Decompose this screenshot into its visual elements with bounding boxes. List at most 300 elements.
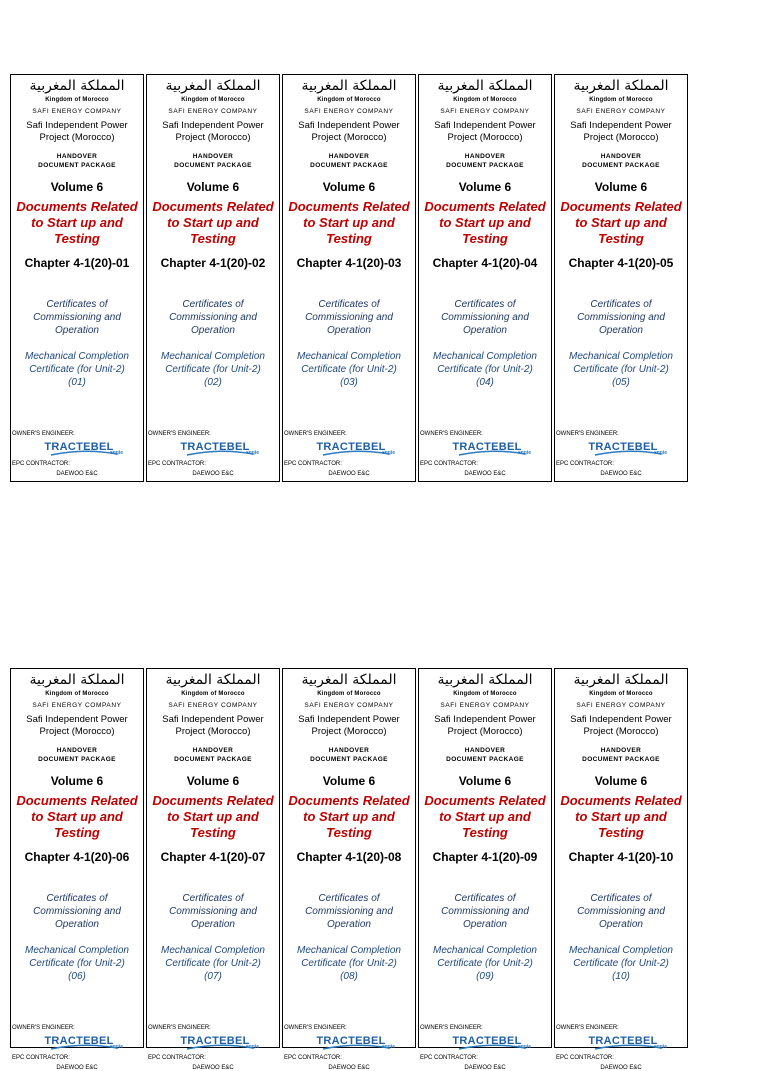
arabic-title: المملكة المغربية: [437, 672, 533, 688]
project-line-2: Project (Morocco): [447, 726, 523, 737]
volume-title: Volume 6: [50, 774, 104, 788]
handover-title: [11, 746, 143, 764]
logo-text: TRACTEBEL: [44, 441, 114, 453]
logo-swoosh-icon: [321, 1043, 391, 1051]
epc-contractor-label: EPC CONTRACTOR:: [148, 1055, 206, 1061]
chapter-number: Chapter 4-1(20)-08: [296, 850, 402, 864]
cert-line-3: Operation: [327, 919, 371, 930]
docs-line-3: Testing: [54, 825, 100, 840]
volume-title: Volume 6: [458, 774, 512, 788]
tractebel-logo: [579, 1031, 667, 1051]
binder-spine-label: [418, 668, 552, 1071]
logo-swoosh-icon: [49, 449, 119, 457]
tractebel-logo: [443, 437, 531, 457]
handover-title: [419, 746, 551, 764]
mech-line-1: Mechanical Completion: [433, 945, 537, 956]
documents-heading: [419, 199, 551, 247]
binder-spine-label: [554, 668, 688, 1071]
project-name: [555, 714, 687, 738]
kingdom-text: Kingdom of Morocco: [317, 691, 381, 697]
mechanical-completion-text: [147, 944, 279, 983]
arabic-title: المملكة المغربية: [573, 78, 669, 94]
mech-line-2: Certificate (for Unit-2): [437, 364, 533, 375]
tractebel-logo: [35, 1031, 123, 1051]
logo-subtext: engie: [245, 1044, 259, 1050]
project-name: [283, 120, 415, 144]
contractor-name: DAEWOO E&C: [192, 471, 234, 477]
mech-number: (04): [476, 377, 494, 388]
cert-line-2: Commissioning and: [33, 906, 121, 917]
project-line-2: Project (Morocco): [311, 726, 387, 737]
kingdom-text: Kingdom of Morocco: [181, 97, 245, 103]
mech-number: (09): [476, 971, 494, 982]
project-line-1: Safi Independent Power: [26, 714, 128, 725]
handover-line-1: HANDOVER: [464, 747, 506, 754]
arabic-title: المملكة المغربية: [573, 672, 669, 688]
volume-title: Volume 6: [186, 180, 240, 194]
documents-heading: [419, 793, 551, 841]
mech-line-2: Certificate (for Unit-2): [573, 364, 669, 375]
cert-line-3: Operation: [55, 919, 99, 930]
certificates-text: [11, 298, 143, 337]
logo-subtext: engie: [381, 450, 395, 456]
docs-line-2: to Start up and: [439, 215, 531, 230]
cert-line-2: Commissioning and: [441, 906, 529, 917]
handover-line-1: HANDOVER: [192, 153, 234, 160]
cert-line-1: Certificates of: [590, 893, 652, 904]
mech-number: (05): [612, 377, 630, 388]
cert-line-1: Certificates of: [46, 893, 108, 904]
company-name: SAFI ENERGY COMPANY: [576, 108, 666, 115]
mech-line-1: Mechanical Completion: [161, 351, 265, 362]
mech-number: (10): [612, 971, 630, 982]
project-line-2: Project (Morocco): [175, 726, 251, 737]
epc-contractor-label: EPC CONTRACTOR:: [556, 461, 614, 467]
epc-contractor-label: EPC CONTRACTOR:: [284, 461, 342, 467]
cert-line-3: Operation: [191, 325, 235, 336]
chapter-number: Chapter 4-1(20)-10: [568, 850, 674, 864]
mechanical-completion-text: [419, 944, 551, 983]
project-line-1: Safi Independent Power: [434, 714, 536, 725]
handover-line-1: HANDOVER: [600, 153, 642, 160]
cert-line-2: Commissioning and: [169, 312, 257, 323]
company-name: SAFI ENERGY COMPANY: [304, 702, 394, 709]
mech-line-2: Certificate (for Unit-2): [437, 958, 533, 969]
mechanical-completion-text: [11, 350, 143, 389]
mech-line-1: Mechanical Completion: [569, 945, 673, 956]
mechanical-completion-text: [147, 350, 279, 389]
logo-subtext: engie: [517, 1044, 531, 1050]
volume-title: Volume 6: [322, 774, 376, 788]
mech-line-1: Mechanical Completion: [25, 351, 129, 362]
cert-line-3: Operation: [463, 919, 507, 930]
kingdom-text: Kingdom of Morocco: [453, 691, 517, 697]
docs-line-1: Documents Related: [424, 199, 546, 214]
logo-text: TRACTEBEL: [180, 441, 250, 453]
company-name: SAFI ENERGY COMPANY: [576, 702, 666, 709]
epc-contractor-label: EPC CONTRACTOR:: [556, 1055, 614, 1061]
handover-line-2: DOCUMENT PACKAGE: [174, 162, 252, 169]
project-name: [147, 714, 279, 738]
kingdom-text: Kingdom of Morocco: [317, 97, 381, 103]
certificates-text: [11, 892, 143, 931]
logo-text: TRACTEBEL: [452, 441, 522, 453]
cert-line-3: Operation: [191, 919, 235, 930]
contractor-name: DAEWOO E&C: [464, 471, 506, 477]
certificates-text: [555, 298, 687, 337]
arabic-title: المملكة المغربية: [301, 78, 397, 94]
mech-line-1: Mechanical Completion: [297, 351, 401, 362]
project-line-2: Project (Morocco): [447, 132, 523, 143]
mech-line-2: Certificate (for Unit-2): [301, 958, 397, 969]
cert-line-2: Commissioning and: [305, 906, 393, 917]
handover-title: [283, 152, 415, 170]
mech-number: (06): [68, 971, 86, 982]
owners-engineer-label: OWNER'S ENGINEER:: [148, 431, 211, 437]
project-line-1: Safi Independent Power: [434, 120, 536, 131]
logo-swoosh-icon: [457, 1043, 527, 1051]
logo-swoosh-icon: [321, 449, 391, 457]
company-name: SAFI ENERGY COMPANY: [32, 702, 122, 709]
cert-line-2: Commissioning and: [169, 906, 257, 917]
cert-line-1: Certificates of: [590, 299, 652, 310]
cert-line-3: Operation: [463, 325, 507, 336]
mechanical-completion-text: [11, 944, 143, 983]
documents-heading: [147, 199, 279, 247]
mech-number: (07): [204, 971, 222, 982]
docs-line-1: Documents Related: [288, 793, 410, 808]
mech-number: (08): [340, 971, 358, 982]
mech-line-1: Mechanical Completion: [433, 351, 537, 362]
kingdom-text: Kingdom of Morocco: [453, 97, 517, 103]
arabic-title: المملكة المغربية: [301, 672, 397, 688]
project-name: [11, 714, 143, 738]
mechanical-completion-text: [555, 944, 687, 983]
logo-subtext: engie: [109, 1044, 123, 1050]
kingdom-text: Kingdom of Morocco: [45, 97, 109, 103]
project-name: [419, 714, 551, 738]
docs-line-2: to Start up and: [303, 809, 395, 824]
epc-contractor-label: EPC CONTRACTOR:: [148, 461, 206, 467]
mechanical-completion-text: [555, 350, 687, 389]
tractebel-logo: [171, 437, 259, 457]
mech-line-1: Mechanical Completion: [161, 945, 265, 956]
tractebel-logo: [307, 1031, 395, 1051]
epc-contractor-label: EPC CONTRACTOR:: [420, 461, 478, 467]
docs-line-2: to Start up and: [303, 215, 395, 230]
handover-line-2: DOCUMENT PACKAGE: [446, 162, 524, 169]
epc-contractor-label: EPC CONTRACTOR:: [284, 1055, 342, 1061]
docs-line-2: to Start up and: [439, 809, 531, 824]
chapter-number: Chapter 4-1(20)-03: [296, 256, 402, 270]
project-name: [283, 714, 415, 738]
cert-line-3: Operation: [599, 325, 643, 336]
volume-title: Volume 6: [594, 774, 648, 788]
contractor-name: DAEWOO E&C: [328, 1065, 370, 1071]
handover-line-2: DOCUMENT PACKAGE: [38, 162, 116, 169]
owners-engineer-label: OWNER'S ENGINEER:: [420, 431, 483, 437]
handover-line-2: DOCUMENT PACKAGE: [38, 756, 116, 763]
project-line-2: Project (Morocco): [583, 726, 659, 737]
docs-line-3: Testing: [462, 231, 508, 246]
cert-line-3: Operation: [599, 919, 643, 930]
docs-line-1: Documents Related: [288, 199, 410, 214]
docs-line-3: Testing: [326, 231, 372, 246]
chapter-number: Chapter 4-1(20)-09: [432, 850, 538, 864]
docs-line-2: to Start up and: [31, 215, 123, 230]
contractor-name: DAEWOO E&C: [56, 471, 98, 477]
mech-line-2: Certificate (for Unit-2): [301, 364, 397, 375]
handover-title: [147, 746, 279, 764]
certificates-text: [283, 892, 415, 931]
docs-line-1: Documents Related: [560, 199, 682, 214]
company-name: SAFI ENERGY COMPANY: [168, 702, 258, 709]
chapter-number: Chapter 4-1(20)-06: [24, 850, 130, 864]
tractebel-logo: [35, 437, 123, 457]
logo-text: TRACTEBEL: [44, 1035, 114, 1047]
handover-line-2: DOCUMENT PACKAGE: [582, 756, 660, 763]
logo-subtext: engie: [109, 450, 123, 456]
mech-number: (01): [68, 377, 86, 388]
project-line-1: Safi Independent Power: [570, 714, 672, 725]
cert-line-2: Commissioning and: [577, 312, 665, 323]
docs-line-2: to Start up and: [167, 809, 259, 824]
tractebel-logo: [579, 437, 667, 457]
arabic-title: المملكة المغربية: [29, 78, 125, 94]
binder-spine-label: [10, 668, 144, 1071]
logo-swoosh-icon: [185, 449, 255, 457]
mech-line-2: Certificate (for Unit-2): [29, 958, 125, 969]
owners-engineer-label: OWNER'S ENGINEER:: [12, 431, 75, 437]
cert-line-1: Certificates of: [46, 299, 108, 310]
project-line-1: Safi Independent Power: [26, 120, 128, 131]
project-line-2: Project (Morocco): [39, 132, 115, 143]
mechanical-completion-text: [419, 350, 551, 389]
docs-line-3: Testing: [326, 825, 372, 840]
company-name: SAFI ENERGY COMPANY: [32, 108, 122, 115]
project-line-1: Safi Independent Power: [570, 120, 672, 131]
cert-line-1: Certificates of: [182, 299, 244, 310]
binder-spine-label: [418, 74, 552, 482]
docs-line-3: Testing: [190, 825, 236, 840]
project-name: [419, 120, 551, 144]
project-line-1: Safi Independent Power: [162, 120, 264, 131]
project-line-1: Safi Independent Power: [162, 714, 264, 725]
logo-subtext: engie: [245, 450, 259, 456]
logo-swoosh-icon: [49, 1043, 119, 1051]
handover-title: [147, 152, 279, 170]
tractebel-logo: [171, 1031, 259, 1051]
label-row-bottom: [10, 668, 690, 1071]
mech-line-1: Mechanical Completion: [569, 351, 673, 362]
cert-line-3: Operation: [327, 325, 371, 336]
owners-engineer-label: OWNER'S ENGINEER:: [556, 431, 619, 437]
docs-line-2: to Start up and: [167, 215, 259, 230]
docs-line-3: Testing: [462, 825, 508, 840]
docs-line-1: Documents Related: [152, 793, 274, 808]
logo-subtext: engie: [381, 1044, 395, 1050]
project-line-1: Safi Independent Power: [298, 120, 400, 131]
logo-swoosh-icon: [593, 449, 663, 457]
docs-line-2: to Start up and: [31, 809, 123, 824]
epc-contractor-label: EPC CONTRACTOR:: [12, 461, 70, 467]
docs-line-2: to Start up and: [575, 215, 667, 230]
logo-text: TRACTEBEL: [588, 1035, 658, 1047]
tractebel-logo: [443, 1031, 531, 1051]
documents-heading: [283, 793, 415, 841]
logo-swoosh-icon: [457, 449, 527, 457]
logo-text: TRACTEBEL: [588, 441, 658, 453]
chapter-number: Chapter 4-1(20)-07: [160, 850, 266, 864]
docs-line-1: Documents Related: [560, 793, 682, 808]
mech-line-2: Certificate (for Unit-2): [573, 958, 669, 969]
logo-swoosh-icon: [185, 1043, 255, 1051]
cert-line-1: Certificates of: [454, 299, 516, 310]
project-name: [555, 120, 687, 144]
project-line-2: Project (Morocco): [311, 132, 387, 143]
company-name: SAFI ENERGY COMPANY: [304, 108, 394, 115]
handover-title: [555, 746, 687, 764]
owners-engineer-label: OWNER'S ENGINEER:: [12, 1025, 75, 1031]
handover-title: [283, 746, 415, 764]
arabic-title: المملكة المغربية: [165, 672, 261, 688]
handover-line-1: HANDOVER: [600, 747, 642, 754]
binder-spine-label: [282, 74, 416, 482]
docs-line-1: Documents Related: [16, 199, 138, 214]
contractor-name: DAEWOO E&C: [600, 471, 642, 477]
owners-engineer-label: OWNER'S ENGINEER:: [420, 1025, 483, 1031]
label-row-top: [10, 74, 690, 482]
logo-subtext: engie: [653, 1044, 667, 1050]
docs-line-3: Testing: [598, 231, 644, 246]
binder-spine-label: [146, 74, 280, 482]
certificates-text: [555, 892, 687, 931]
contractor-name: DAEWOO E&C: [464, 1065, 506, 1071]
docs-line-3: Testing: [598, 825, 644, 840]
cert-line-2: Commissioning and: [33, 312, 121, 323]
arabic-title: المملكة المغربية: [437, 78, 533, 94]
chapter-number: Chapter 4-1(20)-02: [160, 256, 266, 270]
docs-line-1: Documents Related: [152, 199, 274, 214]
certificates-text: [419, 298, 551, 337]
docs-line-1: Documents Related: [16, 793, 138, 808]
chapter-number: Chapter 4-1(20)-04: [432, 256, 538, 270]
kingdom-text: Kingdom of Morocco: [589, 691, 653, 697]
kingdom-text: Kingdom of Morocco: [45, 691, 109, 697]
documents-heading: [147, 793, 279, 841]
company-name: SAFI ENERGY COMPANY: [440, 702, 530, 709]
project-line-2: Project (Morocco): [39, 726, 115, 737]
mech-line-2: Certificate (for Unit-2): [165, 364, 261, 375]
contractor-name: DAEWOO E&C: [56, 1065, 98, 1071]
mechanical-completion-text: [283, 350, 415, 389]
handover-line-1: HANDOVER: [328, 153, 370, 160]
cert-line-1: Certificates of: [454, 893, 516, 904]
handover-line-1: HANDOVER: [464, 153, 506, 160]
owners-engineer-label: OWNER'S ENGINEER:: [556, 1025, 619, 1031]
logo-text: TRACTEBEL: [452, 1035, 522, 1047]
binder-spine-label: [10, 74, 144, 482]
handover-line-1: HANDOVER: [56, 747, 98, 754]
certificates-text: [147, 298, 279, 337]
owners-engineer-label: OWNER'S ENGINEER:: [148, 1025, 211, 1031]
documents-heading: [11, 199, 143, 247]
handover-title: [419, 152, 551, 170]
logo-subtext: engie: [517, 450, 531, 456]
project-line-2: Project (Morocco): [583, 132, 659, 143]
epc-contractor-label: EPC CONTRACTOR:: [420, 1055, 478, 1061]
binder-spine-label: [146, 668, 280, 1071]
mech-number: (02): [204, 377, 222, 388]
contractor-name: DAEWOO E&C: [192, 1065, 234, 1071]
arabic-title: المملكة المغربية: [29, 672, 125, 688]
chapter-number: Chapter 4-1(20)-01: [24, 256, 130, 270]
certificates-text: [147, 892, 279, 931]
mech-line-2: Certificate (for Unit-2): [165, 958, 261, 969]
volume-title: Volume 6: [322, 180, 376, 194]
contractor-name: DAEWOO E&C: [600, 1065, 642, 1071]
cert-line-1: Certificates of: [182, 893, 244, 904]
cert-line-3: Operation: [55, 325, 99, 336]
company-name: SAFI ENERGY COMPANY: [440, 108, 530, 115]
project-line-1: Safi Independent Power: [298, 714, 400, 725]
cert-line-2: Commissioning and: [577, 906, 665, 917]
contractor-name: DAEWOO E&C: [328, 471, 370, 477]
logo-subtext: engie: [653, 450, 667, 456]
company-name: SAFI ENERGY COMPANY: [168, 108, 258, 115]
documents-heading: [555, 793, 687, 841]
handover-title: [555, 152, 687, 170]
handover-line-2: DOCUMENT PACKAGE: [310, 162, 388, 169]
binder-spine-label: [282, 668, 416, 1071]
volume-title: Volume 6: [458, 180, 512, 194]
certificates-text: [419, 892, 551, 931]
cert-line-1: Certificates of: [318, 893, 380, 904]
owners-engineer-label: OWNER'S ENGINEER:: [284, 1025, 347, 1031]
handover-line-2: DOCUMENT PACKAGE: [310, 756, 388, 763]
handover-line-2: DOCUMENT PACKAGE: [582, 162, 660, 169]
chapter-number: Chapter 4-1(20)-05: [568, 256, 674, 270]
kingdom-text: Kingdom of Morocco: [589, 97, 653, 103]
volume-title: Volume 6: [186, 774, 240, 788]
handover-line-1: HANDOVER: [328, 747, 370, 754]
documents-heading: [555, 199, 687, 247]
mech-line-2: Certificate (for Unit-2): [29, 364, 125, 375]
docs-line-3: Testing: [54, 231, 100, 246]
cert-line-1: Certificates of: [318, 299, 380, 310]
docs-line-3: Testing: [190, 231, 236, 246]
docs-line-2: to Start up and: [575, 809, 667, 824]
documents-heading: [11, 793, 143, 841]
cert-line-2: Commissioning and: [305, 312, 393, 323]
project-name: [147, 120, 279, 144]
documents-heading: [283, 199, 415, 247]
epc-contractor-label: EPC CONTRACTOR:: [12, 1055, 70, 1061]
kingdom-text: Kingdom of Morocco: [181, 691, 245, 697]
cert-line-2: Commissioning and: [441, 312, 529, 323]
logo-text: TRACTEBEL: [180, 1035, 250, 1047]
volume-title: Volume 6: [50, 180, 104, 194]
mech-line-1: Mechanical Completion: [25, 945, 129, 956]
logo-text: TRACTEBEL: [316, 1035, 386, 1047]
arabic-title: المملكة المغربية: [165, 78, 261, 94]
handover-title: [11, 152, 143, 170]
project-line-2: Project (Morocco): [175, 132, 251, 143]
logo-text: TRACTEBEL: [316, 441, 386, 453]
project-name: [11, 120, 143, 144]
tractebel-logo: [307, 437, 395, 457]
volume-title: Volume 6: [594, 180, 648, 194]
